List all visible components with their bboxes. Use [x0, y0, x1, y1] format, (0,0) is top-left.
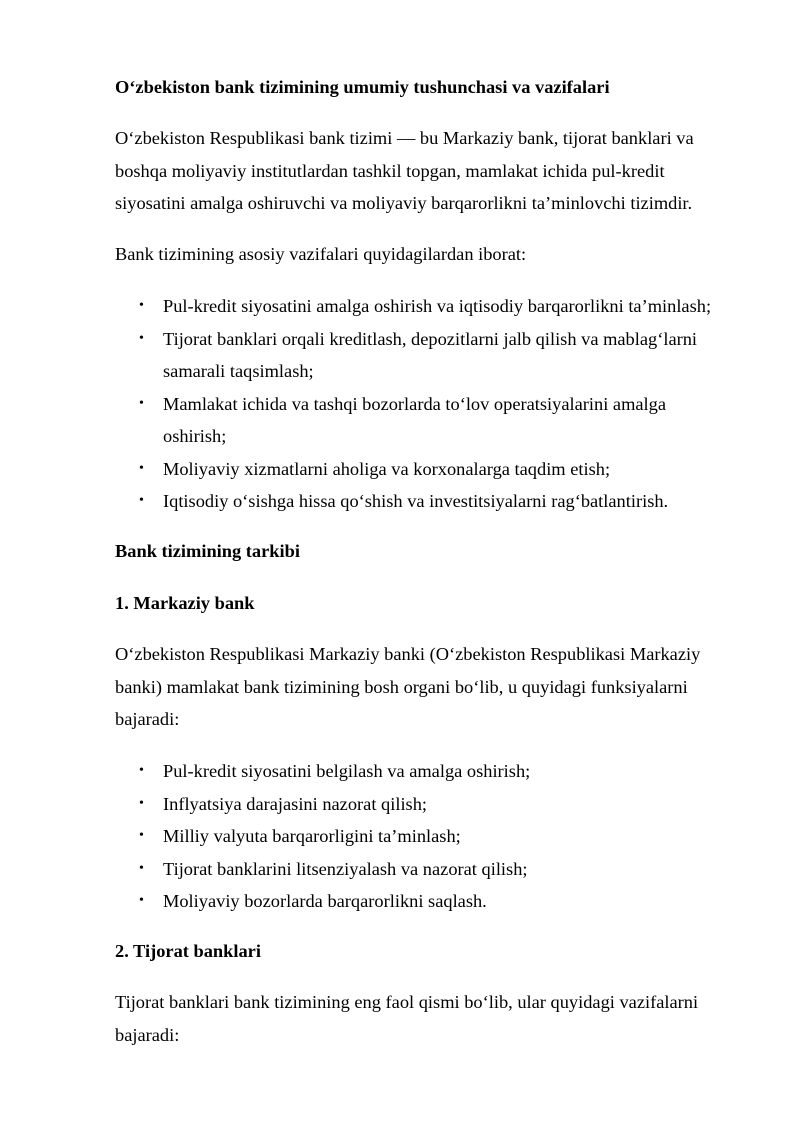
list-item — [115, 820, 725, 853]
bullet-icon: • — [139, 795, 144, 811]
structure-heading: Bank tizimining tarkibi — [115, 541, 300, 561]
list-item — [115, 485, 725, 518]
commercial-banks-heading: 2. Tijorat banklari — [115, 941, 261, 961]
list-item-text: Mamlakat ichida va tashqi bozorlarda to‘lov operatsiyalarini amalga oshirish; — [163, 393, 667, 446]
list-item-text: Iqtisodiy o‘sishga hissa qo‘shish va investitsiyalarni rag‘batlantirish. — [163, 491, 669, 511]
list-item — [115, 853, 725, 886]
functions-list — [115, 290, 725, 518]
list-item-text: Pul-kredit siyosatini amalga oshirish va iqtisodiy barqarorlikni ta’minlash; — [163, 296, 712, 316]
bullet-icon: • — [139, 860, 144, 876]
list-item — [115, 388, 725, 453]
list-item — [115, 885, 725, 918]
bullet-icon: • — [139, 493, 144, 508]
list-item — [115, 755, 725, 788]
bullet-icon: • — [139, 763, 144, 778]
central-bank-paragraph: O‘zbekiston Respublikasi Markaziy banki (O‘zbekiston Respublikasi Markaziy banki) mamlakat bank tizimining bosh organi bo‘lib, u quyidagi funksiyalarni bajaradi: — [115, 644, 701, 729]
list-item-text: Moliyaviy xizmatlarni aholiga va korxonalarga taqdim etish; — [163, 458, 611, 479]
functions-lead-paragraph: Bank tizimining asosiy vazifalari quyidagilardan iborat: — [115, 244, 527, 264]
central-bank-functions-list — [115, 755, 725, 918]
list-item — [115, 290, 725, 323]
bullet-icon: • — [139, 298, 144, 313]
list-item-text: Pul-kredit siyosatini belgilash va amalga oshirish; — [163, 761, 531, 781]
list-item-text: Tijorat banklari orqali kreditlash, depozitlarni jalb qilish va mablag‘larni samarali taqsimlash; — [163, 328, 698, 381]
list-item — [115, 453, 725, 486]
list-item-text: Tijorat banklarini litsenziyalash va nazorat qilish; — [163, 858, 528, 879]
document-title: O‘zbekiston bank tizimining umumiy tushunchasi va vazifalari — [115, 77, 610, 97]
bullet-icon: • — [139, 893, 144, 908]
bullet-icon: • — [139, 395, 144, 411]
list-item-text: Milliy valyuta barqarorligini ta’minlash; — [163, 826, 461, 846]
list-item — [115, 788, 725, 821]
list-item — [115, 323, 725, 388]
commercial-banks-paragraph: Tijorat banklari bank tizimining eng faol qismi bo‘lib, ular quyidagi vazifalarni bajaradi: — [115, 992, 699, 1045]
bullet-icon: • — [139, 828, 144, 843]
intro-paragraph: O‘zbekiston Respublikasi bank tizimi — bu Markaziy bank, tijorat banklari va boshqa moliyaviy institutlardan tashkil topgan, mamlakat ichida pul-kredit siyosatini amalga oshiruvchi va moliyaviy barqarorlikni ta’minlovchi tizimdir. — [115, 128, 694, 213]
bullet-icon: • — [139, 460, 144, 476]
central-bank-heading: 1. Markaziy bank — [115, 593, 255, 613]
list-item-text: Inflyatsiya darajasini nazorat qilish; — [163, 793, 428, 814]
list-item-text: Moliyaviy bozorlarda barqarorlikni saqlash. — [163, 891, 487, 911]
bullet-icon: • — [139, 330, 144, 346]
